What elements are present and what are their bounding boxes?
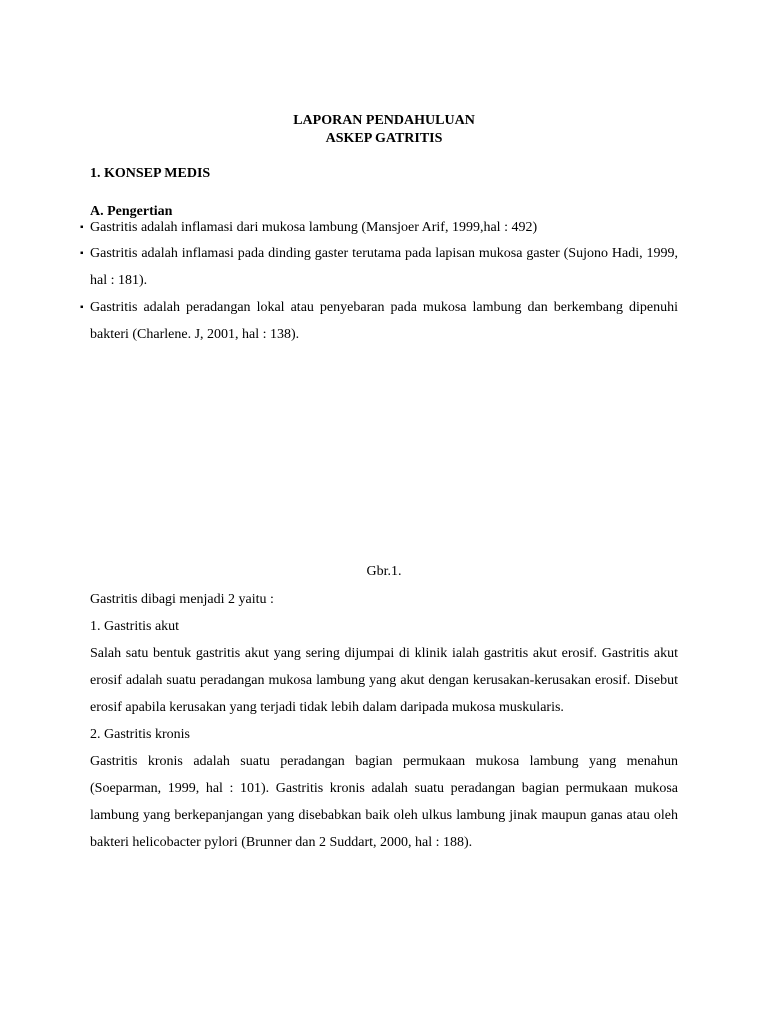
- gastritis-akut-paragraph: Salah satu bentuk gastritis akut yang sering dijumpai di klinik ialah gastritis akut erosif. Gastritis akut erosif adalah suatu peradangan mukosa lambung yang akut dengan kerusakan-kerusakan erosif. Disebut erosif apabila kerusakan yang terjadi tidak lebih dalam daripada mukosa muskularis.: [90, 646, 678, 715]
- list-item: [80, 240, 678, 294]
- square-bullet-icon: ▪: [80, 222, 84, 233]
- intro-paragraph: Gastritis dibagi menjadi 2 yaitu :: [90, 592, 274, 607]
- body-text: [90, 586, 678, 856]
- figure-placeholder: [90, 350, 678, 550]
- gastritis-kronis-heading: 2. Gastritis kronis: [90, 727, 190, 742]
- document-subtitle: ASKEP GATRITIS: [325, 131, 443, 146]
- list-item-text: Gastritis adalah peradangan lokal atau penyebaran pada mukosa lambung dan berkembang dipenuhi bakteri (Charlene. J, 2001, hal : 138).: [90, 300, 678, 342]
- list-item-text: Gastritis adalah inflamasi dari mukosa lambung (Mansjoer Arif, 1999,hal : 492): [90, 220, 538, 235]
- list-item: [80, 218, 678, 238]
- square-bullet-icon: ▪: [80, 248, 84, 259]
- subsection-heading-pengertian: A. Pengertian: [90, 204, 173, 219]
- gastritis-akut-heading: 1. Gastritis akut: [90, 619, 180, 634]
- list-item: [80, 294, 678, 348]
- section-heading-konsep-medis: 1. KONSEP MEDIS: [90, 166, 211, 181]
- document-title: LAPORAN PENDAHULUAN: [293, 113, 475, 128]
- definition-list: [80, 218, 678, 348]
- gastritis-kronis-paragraph: Gastritis kronis adalah suatu peradangan bagian permukaan mukosa lambung yang menahun (Soeparman, 1999, hal : 101). Gastritis kronis adalah suatu peradangan bagian permukaan mukosa lambung yang berkepanjangan yang disebabkan baik oleh ulkus lambung jinak maupun ganas atau oleh bakteri helicobacter pylori (Brunner dan 2 Suddart, 2000, hal : 188).: [90, 754, 678, 850]
- figure-caption: Gbr.1.: [366, 564, 402, 579]
- list-item-text: Gastritis adalah inflamasi pada dinding gaster terutama pada lapisan mukosa gaster (Sujono Hadi, 1999, hal : 181).: [90, 246, 678, 288]
- square-bullet-icon: ▪: [80, 302, 84, 313]
